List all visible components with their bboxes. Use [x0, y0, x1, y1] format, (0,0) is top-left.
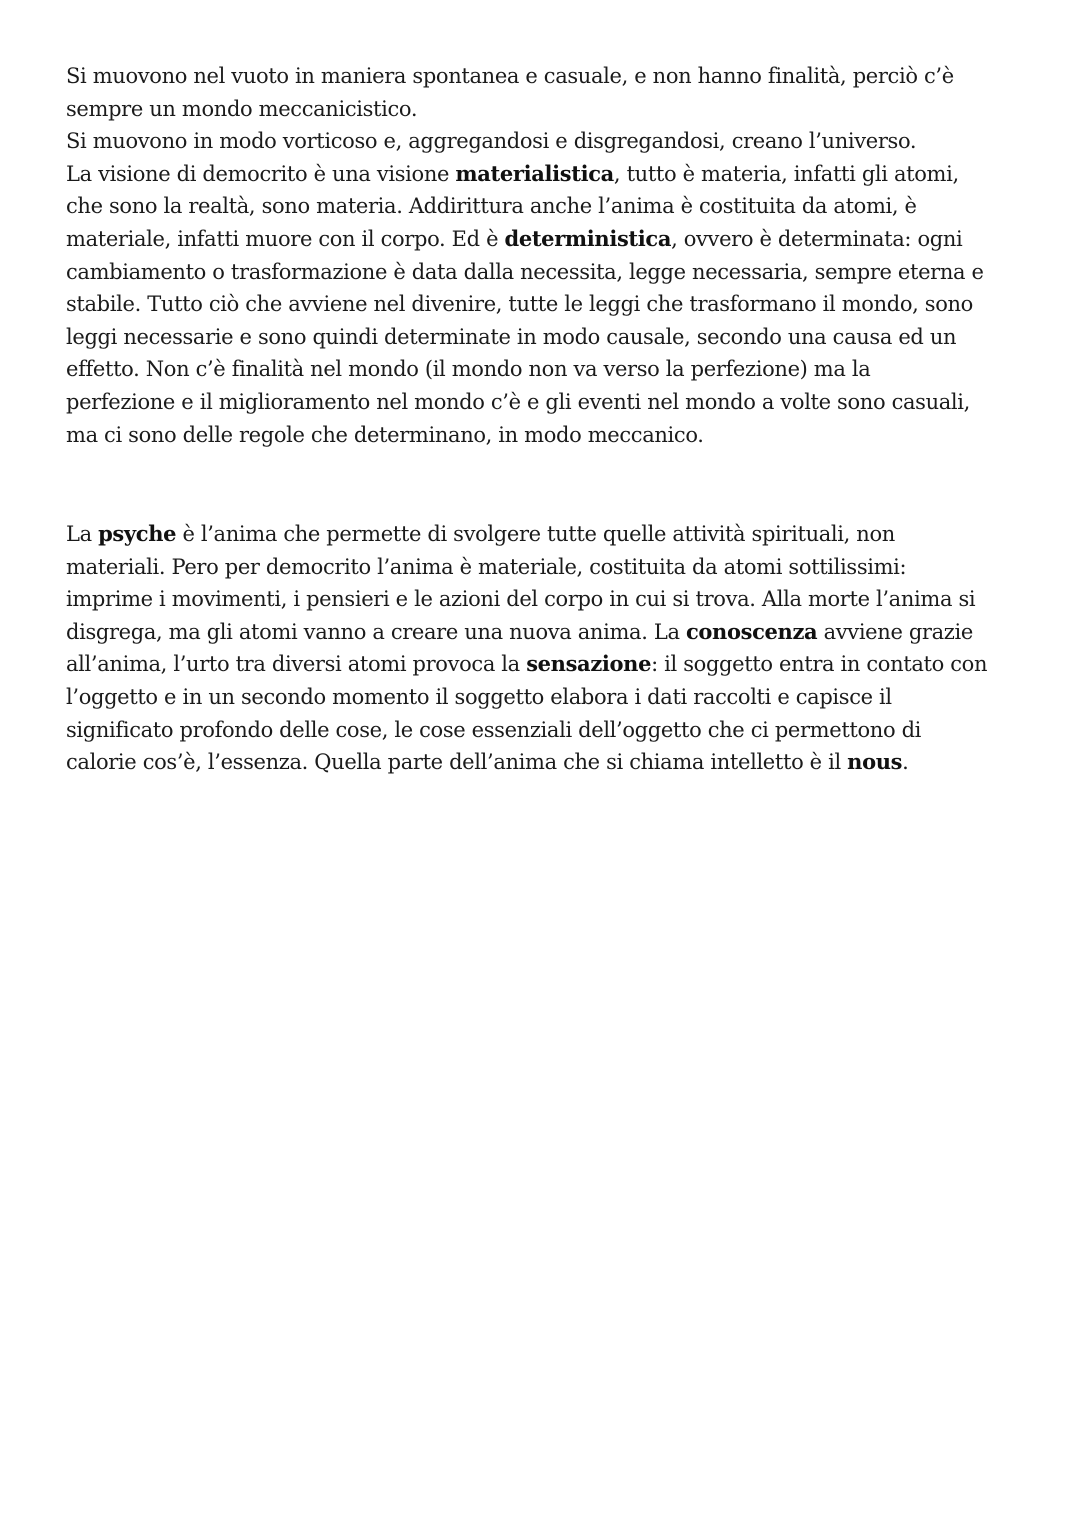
text-line: Si muovono in modo vorticoso e, aggregandosi e disgregandosi, creano l’universo.	[66, 129, 917, 154]
text-line: che sono la realtà, sono materia. Addirittura anche l’anima è costituita da atomi, è	[66, 194, 917, 219]
text-line: all’anima, l’urto tra diversi atomi provoca la sensazione: il soggetto entra in contato con	[66, 651, 988, 677]
text-line: Si muovono nel vuoto in maniera spontanea e casuale, e non hanno finalità, perciò c’è	[66, 64, 954, 88]
text-line: calorie cos’è, l’essenza. Quella parte dell’anima che si chiama intelletto è il nous.	[66, 749, 909, 775]
term-deterministica: deterministica	[504, 225, 672, 251]
text-line: cambiamento o trasformazione è data dalla necessita, legge necessaria, sempre eterna e	[66, 259, 984, 284]
text-line: effetto. Non c’è finalità nel mondo (il mondo non va verso la perfezione) ma la	[66, 357, 871, 382]
text-line: La psyche è l’anima che permette di svolgere tutte quelle attività spirituali, non	[66, 521, 895, 546]
text-line: La visione di democrito è una visione materialistica, tutto è materia, infatti gli atomi,	[66, 160, 959, 186]
term-conoscenza: conoscenza	[685, 618, 818, 644]
text-line: significato profondo delle cose, le cose essenziali dell’oggetto che ci permettono di	[66, 717, 922, 742]
text-line: disgrega, ma gli atomi vanno a creare una nuova anima. La conoscenza avviene grazie	[66, 618, 973, 644]
paragraph-materialism	[66, 60, 1026, 451]
text-line: imprime i movimenti, i pensieri e le azioni del corpo in cui si trova. Alla morte l’anima si	[66, 587, 976, 612]
term-nous: nous	[847, 749, 903, 775]
text-line: leggi necessarie e sono quindi determinate in modo causale, secondo una causa ed un	[66, 324, 957, 349]
term-materialistica: materialistica	[455, 160, 614, 186]
text-line: l’oggetto e in un secondo momento il soggetto elabora i dati raccolti e capisce il	[66, 684, 892, 709]
text-line: stabile. Tutto ciò che avviene nel divenire, tutte le leggi che trasformano il mondo, sono	[66, 292, 973, 317]
term-psyche: psyche	[98, 521, 177, 546]
text-line: materiali. Pero per democrito l’anima è materiale, costituita da atomi sottilissimi:	[66, 554, 907, 579]
text-line: ma ci sono delle regole che determinano, in modo meccanico.	[66, 422, 704, 447]
paragraph-psyche	[66, 518, 1026, 779]
term-sensazione: sensazione	[526, 651, 652, 677]
text-line: sempre un mondo meccanicistico.	[66, 96, 418, 121]
text-line: materiale, infatti muore con il corpo. Ed è deterministica, ovvero è determinata: ogni	[66, 225, 963, 251]
text-line: perfezione e il miglioramento nel mondo c’è e gli eventi nel mondo a volte sono casuali,	[66, 389, 970, 414]
